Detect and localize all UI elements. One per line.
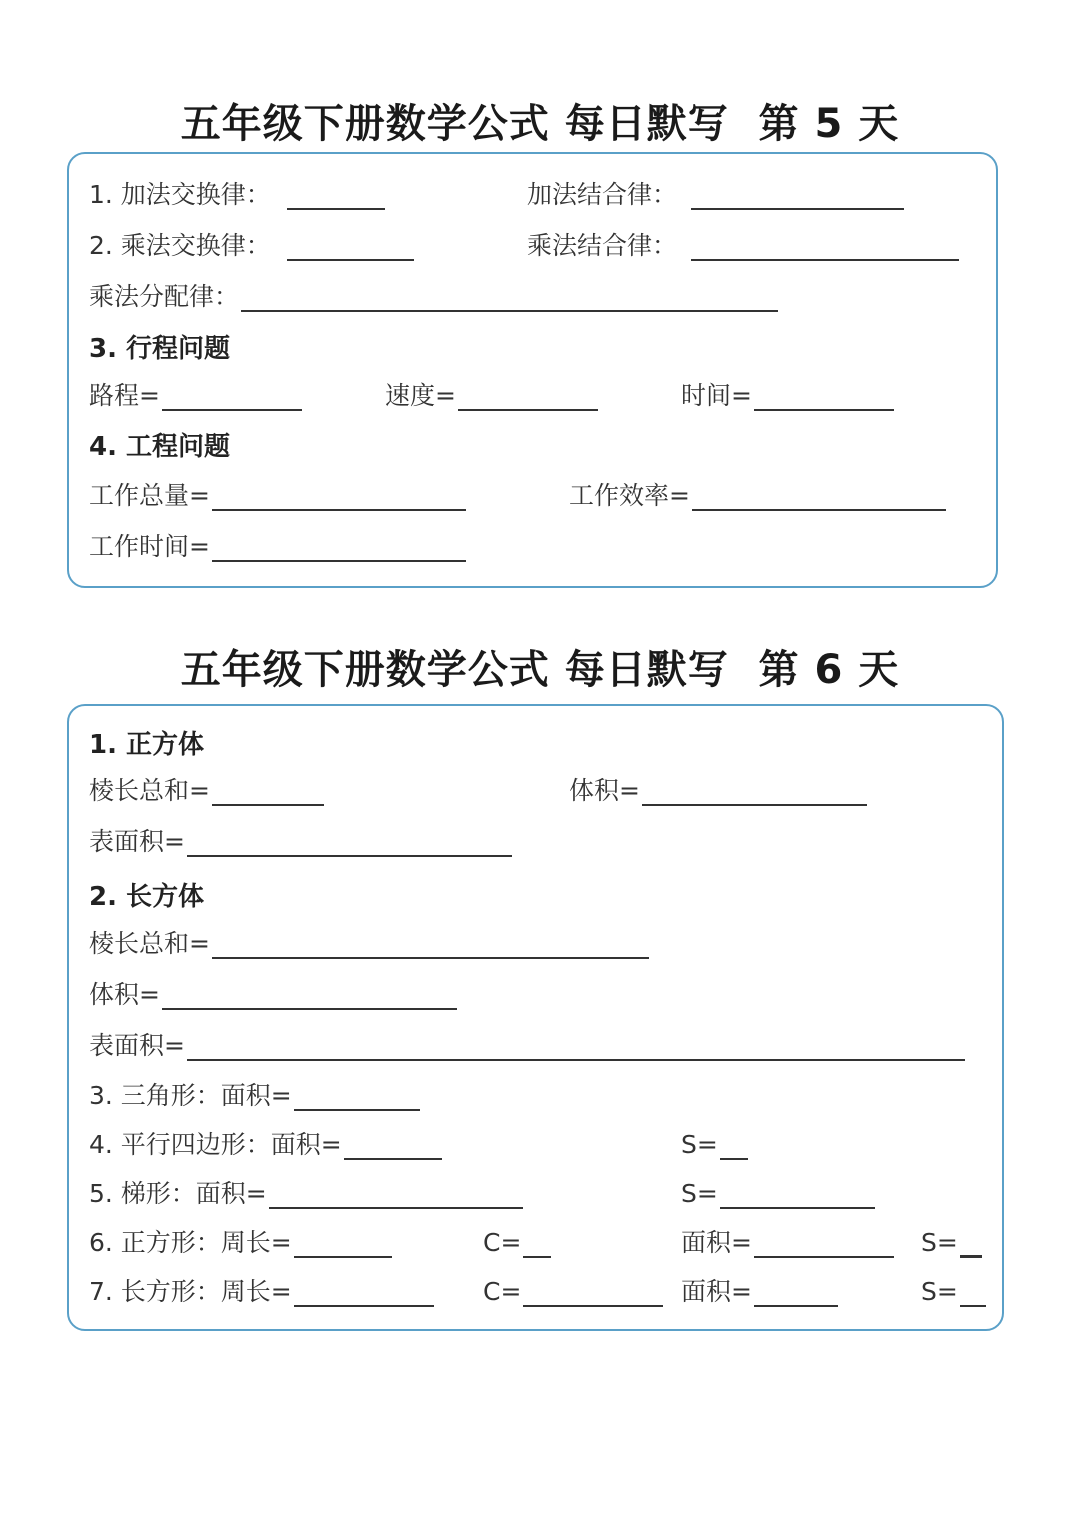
distance-blank[interactable] bbox=[162, 383, 302, 411]
work-heading: 4. 工程问题 bbox=[89, 432, 231, 462]
day5-row-work bbox=[69, 475, 996, 515]
speed-blank[interactable] bbox=[458, 383, 598, 411]
work-time-blank[interactable] bbox=[212, 534, 466, 562]
trapezoid-s-blank[interactable] bbox=[720, 1181, 875, 1209]
day6-row-rectangle bbox=[69, 1271, 1002, 1311]
cuboid-edges-item bbox=[89, 923, 649, 959]
rectangle-perimeter-item bbox=[89, 1271, 434, 1307]
square-s-label: S= bbox=[921, 1228, 958, 1257]
day5-box bbox=[67, 152, 998, 588]
cuboid-volume-label: 体积= bbox=[89, 980, 160, 1009]
trapezoid-s-item bbox=[681, 1173, 875, 1209]
day5-row-worktime bbox=[69, 526, 996, 566]
work-time-item bbox=[89, 526, 466, 562]
mul-associative-item bbox=[527, 225, 959, 261]
trapezoid-s-label: S= bbox=[681, 1179, 718, 1208]
day5-row-dist bbox=[69, 276, 996, 316]
cuboid-surface-item bbox=[89, 1025, 965, 1061]
day6-row-cuboid3 bbox=[69, 1025, 1002, 1065]
cube-heading: 1. 正方体 bbox=[89, 730, 205, 760]
cube-volume-item bbox=[569, 770, 867, 806]
cuboid-volume-blank[interactable] bbox=[162, 982, 457, 1010]
cuboid-volume-item bbox=[89, 974, 457, 1010]
square-perimeter-blank[interactable] bbox=[294, 1230, 392, 1258]
mul-distributive-blank[interactable] bbox=[241, 284, 778, 312]
triangle-label: 3. 三角形：面积= bbox=[89, 1081, 292, 1110]
mul-associative-label: 乘法结合律： bbox=[527, 231, 678, 260]
parallelogram-blank[interactable] bbox=[344, 1132, 442, 1160]
work-total-label: 工作总量= bbox=[89, 481, 210, 510]
rectangle-c-blank[interactable] bbox=[523, 1279, 663, 1307]
add-associative-blank[interactable] bbox=[691, 182, 904, 210]
cuboid-surface-blank[interactable] bbox=[187, 1033, 965, 1061]
day5-row-mul bbox=[69, 225, 996, 265]
day6-row-cuboid1 bbox=[69, 923, 1002, 963]
day6-box bbox=[67, 704, 1004, 1331]
cube-surface-label: 表面积= bbox=[89, 827, 185, 856]
distance-label: 路程= bbox=[89, 381, 160, 410]
rectangle-area-item bbox=[681, 1271, 838, 1307]
day6-row-parallelogram bbox=[69, 1124, 1002, 1164]
rectangle-area-label: 面积= bbox=[681, 1277, 752, 1306]
work-efficiency-label: 工作效率= bbox=[569, 481, 690, 510]
rectangle-s-item bbox=[921, 1271, 986, 1307]
work-efficiency-blank[interactable] bbox=[692, 483, 946, 511]
speed-item bbox=[385, 375, 598, 411]
parallelogram-s-blank[interactable] bbox=[720, 1132, 748, 1160]
mul-commutative-item bbox=[89, 225, 414, 261]
add-commutative-label: 1. 加法交换律： bbox=[89, 180, 271, 209]
work-time-label: 工作时间= bbox=[89, 532, 210, 561]
work-efficiency-item bbox=[569, 475, 946, 511]
rectangle-c-item bbox=[483, 1271, 663, 1307]
square-area-item bbox=[681, 1222, 894, 1258]
trapezoid-item bbox=[89, 1173, 523, 1209]
rectangle-s-blank[interactable] bbox=[960, 1279, 986, 1307]
day5-row-add bbox=[69, 174, 996, 214]
square-s-item bbox=[921, 1222, 982, 1258]
parallelogram-s-label: S= bbox=[681, 1130, 718, 1159]
square-c-item bbox=[483, 1222, 551, 1258]
cuboid-surface-label: 表面积= bbox=[89, 1031, 185, 1060]
rectangle-c-label: C= bbox=[483, 1277, 522, 1306]
day5-row-travel bbox=[69, 375, 996, 415]
rectangle-s-label: S= bbox=[921, 1277, 958, 1306]
day6-row-cuboid2 bbox=[69, 974, 1002, 1014]
cube-surface-item bbox=[89, 821, 512, 857]
square-perimeter-label: 6. 正方形：周长= bbox=[89, 1228, 292, 1257]
cube-volume-label: 体积= bbox=[569, 776, 640, 805]
mul-distributive-label: 乘法分配律： bbox=[89, 282, 240, 311]
trapezoid-label: 5. 梯形：面积= bbox=[89, 1179, 267, 1208]
day6-row-cube1 bbox=[69, 770, 1002, 810]
triangle-blank[interactable] bbox=[294, 1083, 420, 1111]
square-c-label: C= bbox=[483, 1228, 522, 1257]
speed-label: 速度= bbox=[385, 381, 456, 410]
work-total-blank[interactable] bbox=[212, 483, 466, 511]
time-blank[interactable] bbox=[754, 383, 894, 411]
parallelogram-s-item bbox=[681, 1124, 748, 1160]
cuboid-heading: 2. 长方体 bbox=[89, 882, 205, 912]
distance-item bbox=[89, 375, 302, 411]
add-associative-label: 加法结合律： bbox=[527, 180, 678, 209]
parallelogram-item bbox=[89, 1124, 442, 1160]
mul-commutative-blank[interactable] bbox=[287, 233, 414, 261]
mul-commutative-label: 2. 乘法交换律： bbox=[89, 231, 271, 260]
cuboid-edges-label: 棱长总和= bbox=[89, 929, 210, 958]
square-area-label: 面积= bbox=[681, 1228, 752, 1257]
cube-volume-blank[interactable] bbox=[642, 778, 867, 806]
rectangle-perimeter-label: 7. 长方形：周长= bbox=[89, 1277, 292, 1306]
day6-row-square bbox=[69, 1222, 1002, 1262]
cube-edges-label: 棱长总和= bbox=[89, 776, 210, 805]
square-perimeter-item bbox=[89, 1222, 392, 1258]
add-commutative-blank[interactable] bbox=[287, 182, 385, 210]
rectangle-perimeter-blank[interactable] bbox=[294, 1279, 434, 1307]
square-c-blank[interactable] bbox=[523, 1230, 551, 1258]
trapezoid-blank[interactable] bbox=[269, 1181, 523, 1209]
day6-row-cube2 bbox=[69, 821, 1002, 861]
square-area-blank[interactable] bbox=[754, 1230, 894, 1258]
parallelogram-label: 4. 平行四边形：面积= bbox=[89, 1130, 342, 1159]
day5-title: 五年级下册数学公式 每日默写 第 5 天 bbox=[180, 101, 900, 147]
day6-row-triangle bbox=[69, 1075, 1002, 1115]
add-associative-item bbox=[527, 174, 904, 210]
cube-edges-blank[interactable] bbox=[212, 778, 324, 806]
time-item bbox=[681, 375, 894, 411]
day6-row-trapezoid bbox=[69, 1173, 1002, 1213]
cube-edges-item bbox=[89, 770, 324, 806]
cube-surface-blank[interactable] bbox=[187, 829, 512, 857]
cuboid-edges-blank[interactable] bbox=[212, 931, 649, 959]
triangle-item bbox=[89, 1075, 420, 1111]
square-s-blank[interactable] bbox=[960, 1229, 982, 1258]
travel-heading: 3. 行程问题 bbox=[89, 334, 231, 364]
rectangle-area-blank[interactable] bbox=[754, 1279, 838, 1307]
time-label: 时间= bbox=[681, 381, 752, 410]
add-commutative-item bbox=[89, 174, 385, 210]
day6-title: 五年级下册数学公式 每日默写 第 6 天 bbox=[180, 647, 900, 693]
work-total-item bbox=[89, 475, 466, 511]
mul-distributive-item bbox=[89, 276, 778, 312]
mul-associative-blank[interactable] bbox=[691, 233, 959, 261]
